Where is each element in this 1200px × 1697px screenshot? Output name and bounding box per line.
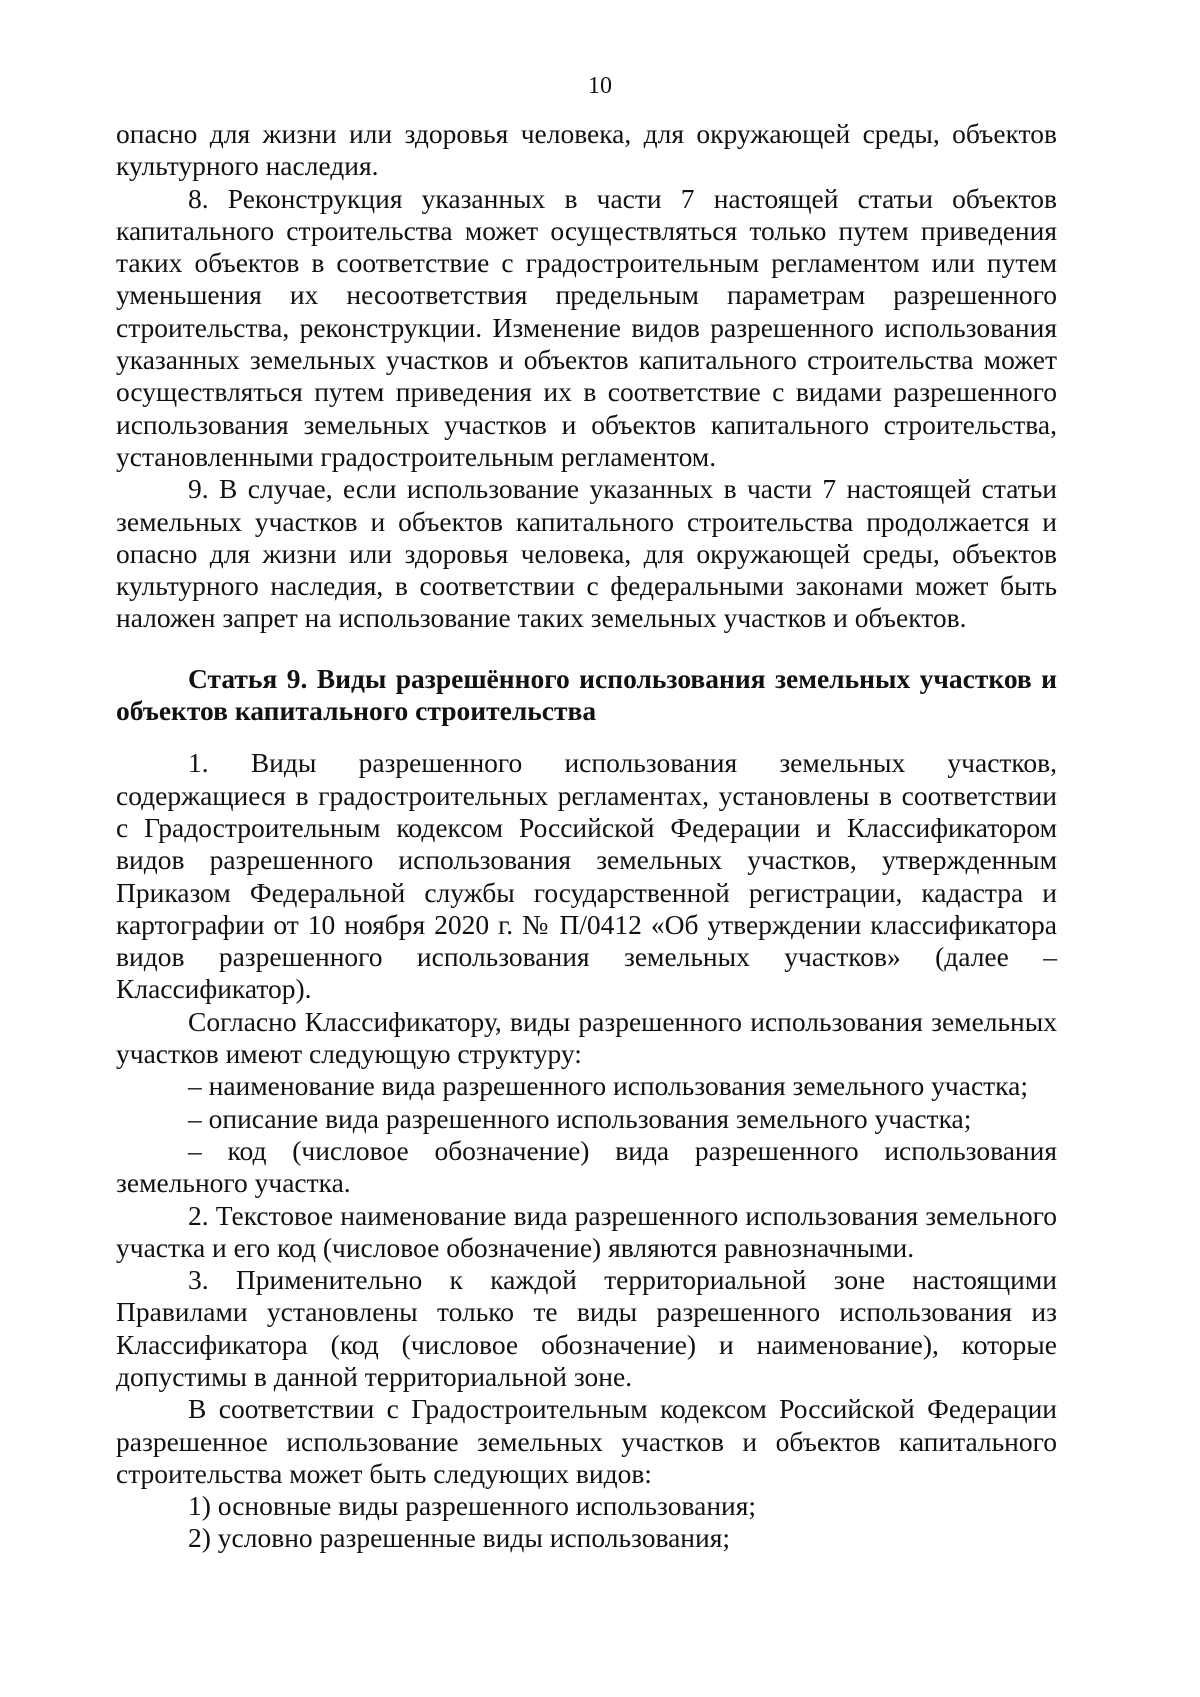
classifier-structure-intro: Согласно Классификатору, виды разрешенного использования земельных участков имеют следующую структуру:: [116, 1005, 1057, 1070]
structure-item-description: ‒ описание вида разрешенного использования земельного участка;: [188, 1102, 972, 1134]
use-type-item-1: 1) основные виды разрешенного использования;: [188, 1490, 757, 1522]
structure-item-code: ‒ код (числовое обозначение) вида разрешенного использования земельного участка.: [116, 1134, 1057, 1199]
paragraph-continuation: опасно для жизни или здоровья человека, для окружающей среды, объектов культурного наследия.: [116, 118, 1057, 182]
article-9-paragraph-2: 2. Текстовое наименование вида разрешенного использования земельного участка и его код (числовое обозначение) являются равнозначными.: [116, 1199, 1057, 1263]
paragraph-8: 8. Реконструкция указанных в части 7 настоящей статьи объектов капитального строительства может осуществляться только путем приведения таких объектов в соответствие с градостроительным регламентом или путем уменьшения их несоответствия предельным параметрам разрешенного строительства, реконструкции. Изменение видов разрешенного использования указанных земельных участков и объектов капитального строительства может осуществляться путем приведения их в соответствие с видами разрешенного использования земельных участков и объектов капитального строительства, установленными градостроительным регламентом.: [116, 182, 1057, 472]
use-type-item-2: 2) условно разрешенные виды использования;: [188, 1522, 731, 1554]
paragraph-9: 9. В случае, если использование указанных в части 7 настоящей статьи земельных участков и объектов капитального строительства продолжается и опасно для жизни или здоровья человека, для окружающей среды, объектов культурного наследия, в соответствии с федеральными законами может быть наложен запрет на использование таких земельных участков и объектов.: [116, 473, 1057, 634]
structure-item-name: ‒ наименование вида разрешенного использования земельного участка;: [188, 1070, 1028, 1102]
page-content: [116, 118, 1057, 1555]
permitted-use-types-intro: В соответствии с Градостроительным кодексом Российской Федерации разрешенное использование земельных участков и объектов капитального строительства может быть следующих видов:: [116, 1393, 1057, 1489]
article-9-paragraph-3: 3. Применительно к каждой территориальной зоне настоящими Правилами установлены только те виды разрешенного использования из Классификатора (код (числовое обозначение) и наименование), которые допустимы в данной территориальной зоне.: [116, 1264, 1057, 1392]
article-9-paragraph-1: 1. Виды разрешенного использования земельных участков, содержащиеся в градостроительных регламентах, установлены в соответствии с Градостроительным кодексом Российской Федерации и Классификатором видов разрешенного использования земельных участков, утвержденным Приказом Федеральной службы государственной регистрации, кадастра и картографии от 10 ноября 2020 г. № П/0412 «Об утверждении классификатора видов разрешенного использования земельных участков» (далее – Классификатор).: [116, 747, 1057, 1005]
article-9-heading: Статья 9. Виды разрешённого использования земельных участков и объектов капитального строительства: [116, 662, 1057, 727]
page-number: 10: [588, 73, 612, 99]
